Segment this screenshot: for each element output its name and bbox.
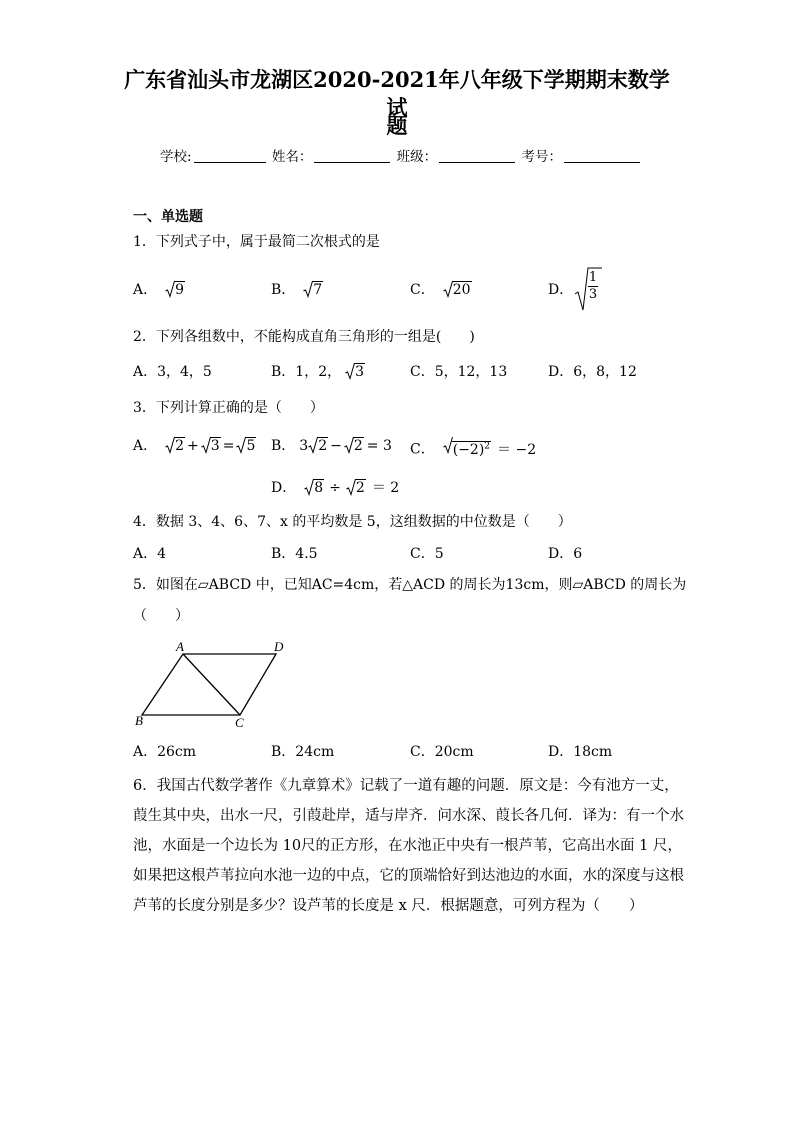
radical-sign-icon xyxy=(346,478,356,496)
exam-number-label: 考号： xyxy=(521,149,562,165)
radical-sign-icon xyxy=(303,280,313,298)
question-6-line2: 葭生其中央，出水一尺，引葭赴岸，适与岸齐．问水深、葭长各几何．译为：有一个水 xyxy=(133,808,684,824)
q4-option-b: B．4.5 xyxy=(271,546,318,562)
radical-sign-icon xyxy=(165,280,175,298)
q5-option-c: C．20cm xyxy=(410,744,474,760)
q2-option-c: C．5，12，13 xyxy=(410,364,508,380)
section-heading: 一、单选题 xyxy=(133,209,203,225)
q4-option-a: A．4 xyxy=(133,546,167,562)
question-6-line3: 池，水面是一个边长为 10尺的正方形，在水池正中央有一根芦苇，它高出水面 1 尺， xyxy=(133,838,683,854)
vertex-label-a: A xyxy=(176,639,184,654)
radical-sign-icon xyxy=(304,478,314,496)
school-blank xyxy=(194,162,266,163)
q3-option-c: C． $(-2)^2$ ＝ −2 xyxy=(410,436,536,460)
q3-option-b: B． 3 2 − 2 = 3 xyxy=(271,438,392,454)
question-6-line4: 如果把这根芦苇拉向水池一边的中点，它的顶端恰好到达池边的水面，水的深度与这根 xyxy=(133,868,684,884)
radical-sign-icon xyxy=(308,436,318,454)
diagonal-ac xyxy=(183,654,240,715)
q3-option-a: A． 2 + 3 = 5 xyxy=(133,438,256,454)
radical-sign-icon xyxy=(236,436,246,454)
student-info-line xyxy=(160,145,642,165)
question-3-stem: 3．下列计算正确的是（ ） xyxy=(133,400,324,416)
q1-d-radical-icon xyxy=(574,266,604,312)
name-label: 姓名： xyxy=(271,149,313,165)
q5-option-d: D．18cm xyxy=(548,744,613,760)
question-6-line1: 6．我国古代数学著作《九章算术》记载了一道有趣的问题．原文是：今有池方一丈， xyxy=(133,778,679,794)
vertex-label-b: B xyxy=(135,713,143,728)
q1-a-radicand: 9 xyxy=(175,282,185,298)
q1-option-d: D． xyxy=(548,282,574,298)
q1-option-b: B． 7 xyxy=(271,282,323,298)
school-label: 学校: xyxy=(160,149,192,165)
exam-title-line1: 广东省汕头市龙湖区2020-2021年八年级下学期期末数学试 xyxy=(124,67,670,120)
radical-sign-icon xyxy=(201,436,211,454)
q2-option-d: D．6，8，12 xyxy=(548,364,637,380)
q4-option-d: D．6 xyxy=(548,546,583,562)
q2-option-b: B．1，2， 3 xyxy=(271,364,365,380)
question-5-stem-line1: 5．如图在▱ABCD 中，已知AC=4cm，若△ACD 的周长为13cm，则▱ABCD 的周长为 xyxy=(133,577,687,593)
radical-sign-icon xyxy=(165,436,175,454)
question-5-stem-line2: （ ） xyxy=(133,608,189,624)
q1-d-numerator: 1 xyxy=(588,270,598,285)
q2-b-radicand: 3 xyxy=(355,364,365,380)
class-label: 班级： xyxy=(396,149,438,165)
q5-option-b: B．24cm xyxy=(271,744,335,760)
radical-sign-icon xyxy=(443,436,453,454)
q3-option-d: D． 8 ÷ 2 ＝ 2 xyxy=(271,480,400,496)
q1-option-a: A． 9 xyxy=(133,282,185,298)
q1-d-denominator: 3 xyxy=(588,287,598,302)
q1-option-c: C． 20 xyxy=(410,282,471,298)
q5-option-a: A．26cm xyxy=(133,744,197,760)
q1-b-radicand: 7 xyxy=(313,282,323,298)
q1-c-radicand: 20 xyxy=(452,282,471,298)
parallelogram-abcd xyxy=(142,654,276,715)
question-2-stem: 2．下列各组数中，不能构成直角三角形的一组是( ) xyxy=(133,329,475,345)
radical-sign-icon xyxy=(344,436,354,454)
question-6-line5: 芦苇的长度分别是多少？设芦苇的长度是 x 尺．根据题意，可列方程为（ ） xyxy=(133,898,644,914)
exam-number-blank xyxy=(564,162,640,163)
exam-title-line2: 题 xyxy=(386,113,408,138)
name-blank xyxy=(314,162,390,163)
q4-option-c: C．5 xyxy=(410,546,444,562)
question-1-stem: 1．下列式子中，属于最简二次根式的是 xyxy=(133,234,380,250)
radical-sign-icon xyxy=(345,362,355,380)
vertex-label-c: C xyxy=(235,715,244,730)
question-4-stem: 4．数据 3、4、6、7、x 的平均数是 5，这组数据的中位数是（ ） xyxy=(133,514,572,530)
q2-option-a: A．3，4，5 xyxy=(133,364,212,380)
class-blank xyxy=(439,162,515,163)
vertex-label-d: D xyxy=(274,639,284,654)
radical-sign-icon xyxy=(443,280,453,298)
